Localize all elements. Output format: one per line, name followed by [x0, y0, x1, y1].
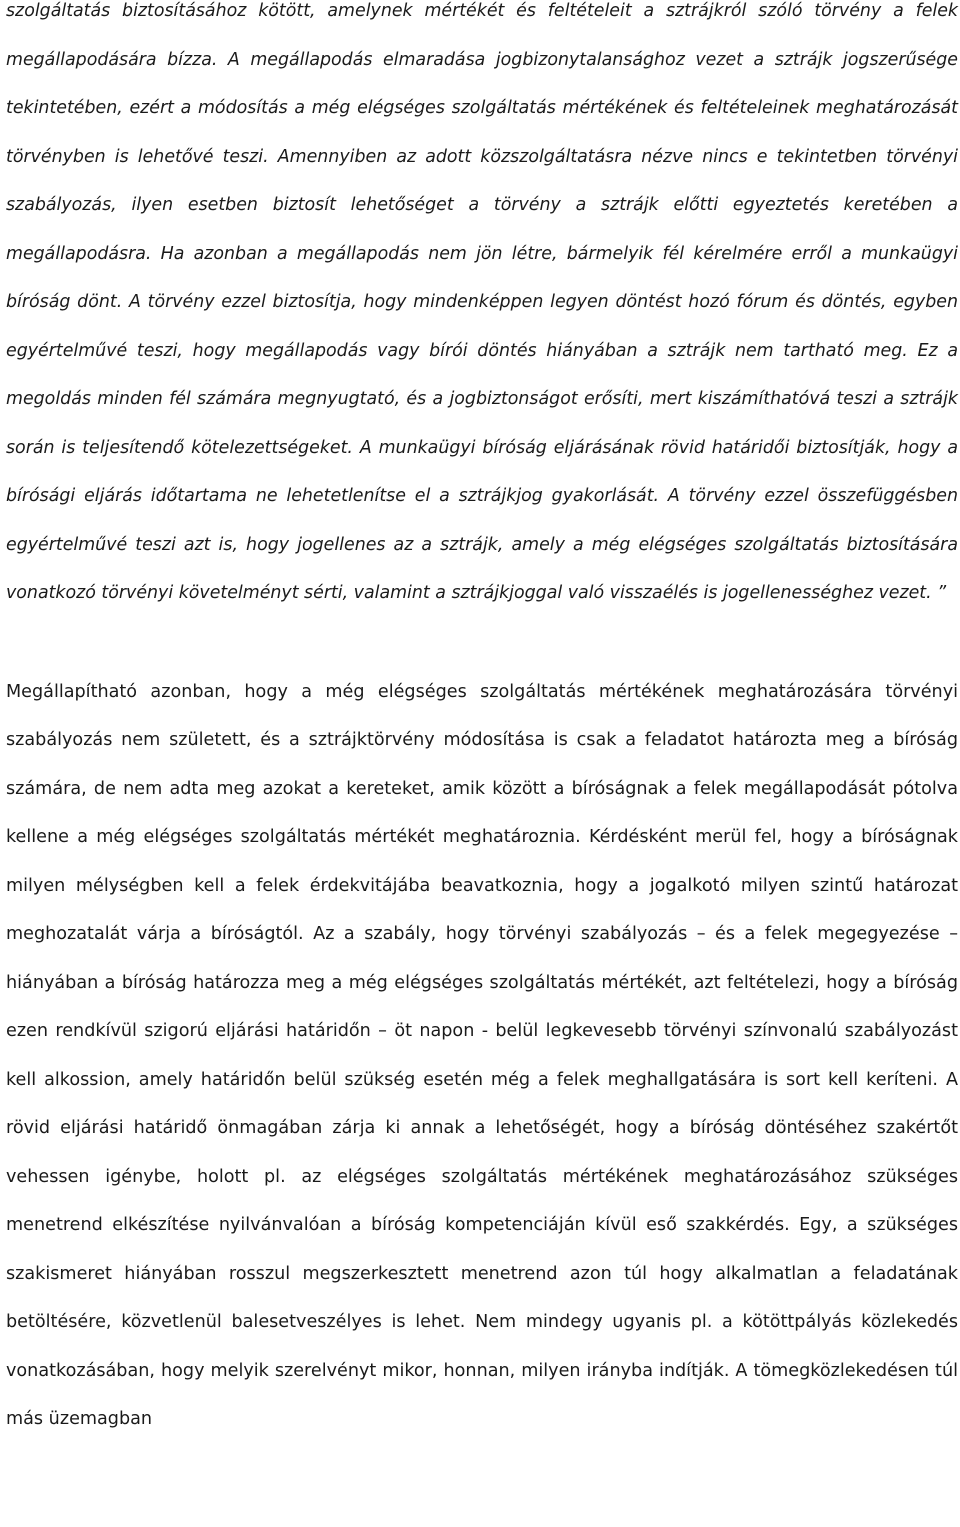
body-paragraph: Megállapítható azonban, hogy a még elégséges szolgáltatás mértékének meghatározására törvényi szabályozás nem született, és a sztrájktörvény módosítása is csak a feladatot határozta meg a bíróság számára, de nem adta meg azokat a kereteket, amik között a bíróságnak a felek megállapodását pótolva kellene a még elégséges szolgáltatás mértékét meghatároznia. Kérdésként merül fel, hogy a bíróságnak milyen mélységben kell a felek érdekvitájába beavatkoznia, hogy a jogalkotó milyen szintű határozat meghozatalát várja a bíróságtól. Az a szabály, hogy törvényi szabályozás – és a felek megegyezése – hiányában a bíróság határozza meg a még elégséges szolgáltatás mértékét, azt feltételezi, hogy a bíróság ezen rendkívül szigorú eljárási határidőn – öt napon - belül legkevesebb törvényi színvonalú szabályozást kell alkossion, amely határidőn belül szükség esetén még a felek meghallgatására is sort kell keríteni. A rövid eljárási határidő önmagában zárja ki annak a lehetőségét, hogy a bíróság döntéséhez szakértőt vehessen igénybe, holott pl. az elégséges szolgáltatás mértékének meghatározásához szükséges menetrend elkészítése nyilvánvalóan a bíróság kompetenciáján kívül eső szakkérdés. Egy, a szükséges szakismeret hiányában rosszul megszerkesztett menetrend azon túl hogy alkalmatlan a feladatának betöltésére, közvetlenül balesetveszélyes is lehet. Nem mindegy ugyanis pl. a kötöttpályás közlekedés vonatkozásában, hogy melyik szerelvényt mikor, honnan, milyen irányba indítják. A tömegközlekedésen túl más üzemagban — [6, 681, 958, 1429]
document-page — [6, 0, 958, 1444]
quoted-law-paragraph: szolgáltatás biztosításához kötött, amelynek mértékét és feltételeit a sztrájkról szóló törvény a felek megállapodására bízza. A megállapodás elmaradása jogbizonytalansághoz vezet a sztrájk jogszerűsége tekintetében, ezért a módosítás a még elégséges szolgáltatás mértékének és feltételeinek meghatározását törvényben is lehetővé teszi. Amennyiben az adott közszolgáltatásra nézve nincs e tekintetben törvényi szabályozás, ilyen esetben biztosít lehetőséget a törvény a sztrájk előtti egyeztetés keretében a megállapodásra. Ha azonban a megállapodás nem jön létre, bármelyik fél kérelmére erről a munkaügyi bíróság dönt. A törvény ezzel biztosítja, hogy mindenképpen legyen döntést hozó fórum és döntés, egyben egyértelművé teszi, hogy megállapodás vagy bírói döntés hiányában a sztrájk nem tartható meg. Ez a megoldás minden fél számára megnyugtató, és a jogbiztonságot erősíti, mert kiszámíthatóvá teszi a sztrájk során is teljesítendő kötelezettségeket. A munkaügyi bíróság eljárásának rövid határidői biztosítják, hogy a bírósági eljárás időtartama ne lehetetlenítse el a sztrájkjog gyakorlását. A törvény ezzel összefüggésben egyértelművé teszi azt is, hogy jogellenes az a sztrájk, amely a még elégséges szolgáltatás biztosítására vonatkozó törvényi követelményt sérti, valamint a sztrájkjoggal való visszaélés is jogellenességhez vezet. ” — [6, 1, 958, 603]
